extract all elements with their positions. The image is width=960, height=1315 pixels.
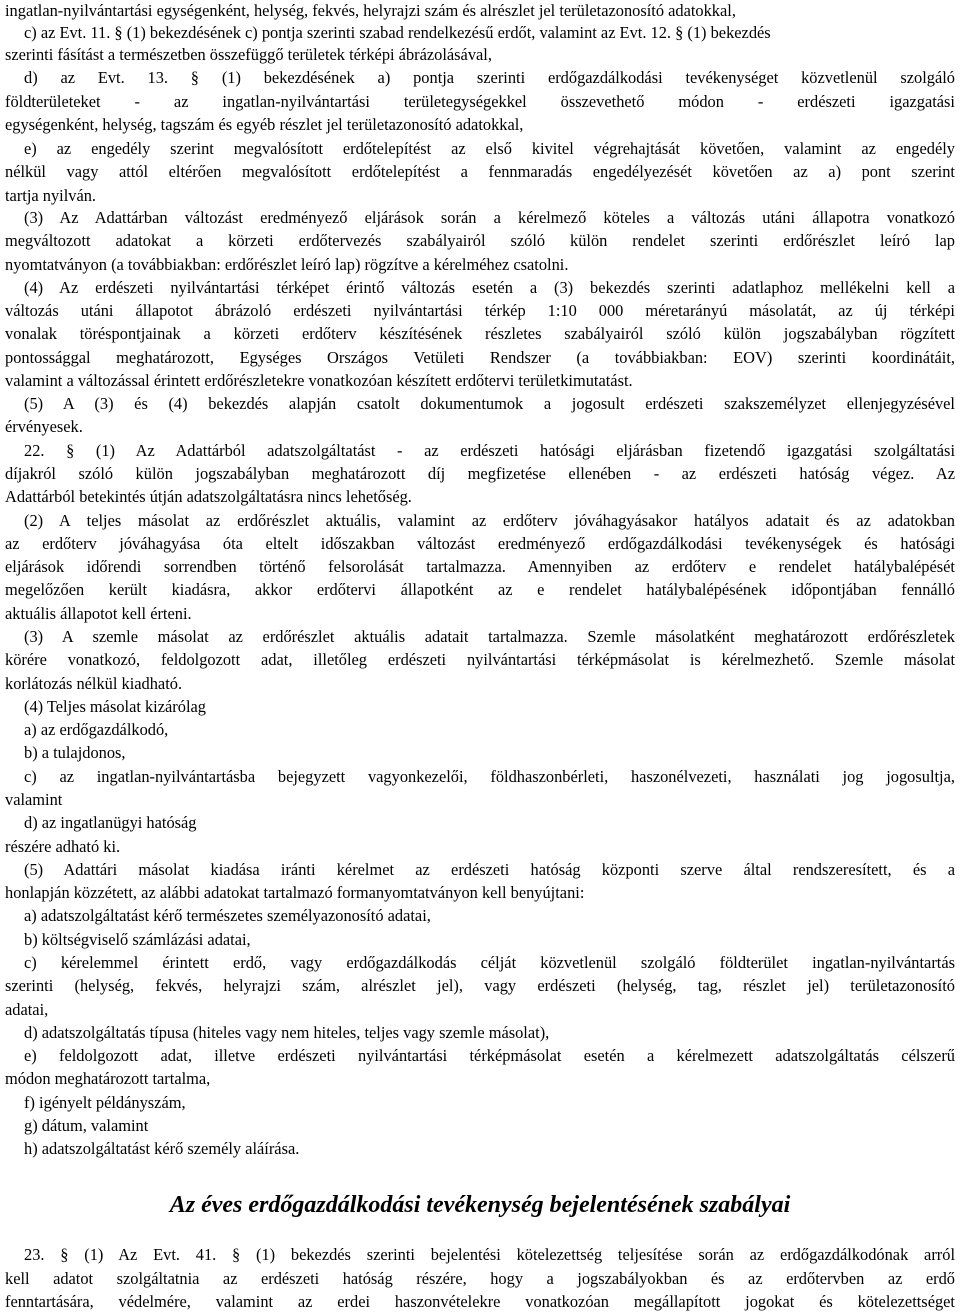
text-line: szerinti fásítást a természetben összefüggő területek térképi ábrázolásával, (5, 45, 492, 64)
text-line: kell adatot szolgáltatnia az erdészeti hatóság részére, hogy a jogszabályokban és az erdőtervben az erdő (5, 1269, 955, 1288)
text-line: c) az Evt. 11. § (1) bekezdésének c) pontja szerinti szabad rendelkezésű erdőt, valamint az Evt. 12. § (1) bekezdés (24, 23, 771, 42)
text-line: e) az engedély szerint megvalósított erdőtelepítést az első kivitel végrehajtását követően, valamint az engedély (24, 139, 955, 158)
text-line: korlátozás nélkül kiadható. (5, 674, 183, 693)
text-line: körére vonatkozó, feldolgozott adat, illetőleg erdészeti nyilvántartási térképmásolat is kérelmezhető. Szemle másolat (5, 650, 955, 669)
text-line: valamint (5, 790, 63, 809)
text-line: változás utáni állapotot ábrázoló erdészeti nyilvántartási térkép 1:10 000 méretarányú másolatát, az új térképi (5, 301, 955, 320)
text-line: a) az erdőgazdálkodó, (24, 720, 169, 739)
text-line: adatai, (5, 1000, 49, 1019)
text-line: vonalak töréspontjainak a körzeti erdőterv készítésének részletes szabályairól szóló külön jogszabályban rögzített (5, 324, 955, 343)
text-line: megelőzően került kiadásra, akkor erdőtervi állapotként az e rendelet hatálybalépésének időpontjában fennálló (5, 580, 955, 599)
text-line: g) dátum, valamint (24, 1116, 149, 1135)
text-line: szerinti (helység, fekvés, helyrajzi szám, alrészlet jel), vagy erdészeti (helység, tag, részlet jel) területazonosító (5, 976, 955, 995)
text-line: díjakról szóló külön jogszabályban meghatározott díj megfizetése ellenében - az erdészeti hatóság végez. Az (5, 464, 955, 483)
text-line: pontossággal meghatározott, Egységes Országos Vetületi Rendszer (a továbbiakban: EOV) szerinti koordinátáit, (5, 348, 955, 367)
text-line: (3) Az Adattárban változást eredményező eljárások során a kérelmező köteles a változás utáni állapotra vonatkozó (24, 208, 955, 227)
text-line: (2) A teljes másolat az erdőrészlet aktuális, valamint az erdőterv jóváhagyásakor hatályos adatait és az adatokban (24, 511, 955, 530)
text-line: eljárások időrendi sorrendben történő felsorolását tartalmazza. Amennyiben az erdőterv e rendelet hatálybalépését (5, 557, 955, 576)
text-line: 22. § (1) Az Adattárból adatszolgáltatást - az erdészeti hatósági eljárásban fizetendő igazgatási szolgáltatási (24, 441, 955, 460)
text-line: h) adatszolgáltatást kérő személy aláírása. (24, 1139, 300, 1158)
section-heading: Az éves erdőgazdálkodási tevékenység bejelentésének szabályai (169, 1192, 791, 1218)
text-line: c) kérelemmel érintett erdő, vagy erdőgazdálkodás célját közvetlenül szolgáló földterület ingatlan-nyilvántartás (24, 953, 955, 972)
text-line: b) a tulajdonos, (24, 743, 126, 762)
text-line: módon meghatározott tartalma, (5, 1069, 211, 1088)
text-line: e) feldolgozott adat, illetve erdészeti nyilvántartási térképmásolat esetén a kérelmezett adatszolgáltatás célszerű (24, 1046, 955, 1065)
text-line: földterületeket - az ingatlan-nyilvántartási területegységekkel összevethető módon - erdészeti igazgatási (5, 92, 955, 111)
text-line: nyomtatványon (a továbbiakban: erdőrészlet leíró lap) rögzítve a kérelméhez csatolni. (5, 255, 569, 274)
text-line: aktuális állapotot kell érteni. (5, 604, 192, 623)
text-line: az erdőterv jóváhagyása óta eltelt időszakban változást eredményező erdőgazdálkodási tevékenységek és hatósági (5, 534, 955, 553)
text-line: Adattárból betekintés útján adatszolgáltatásra nincs lehetőség. (5, 487, 412, 506)
text-line: (5) A (3) és (4) bekezdés alapján csatolt dokumentumok a jogosult erdészeti szakszemélyzet ellenjegyzésével (24, 394, 955, 413)
text-line: (4) Teljes másolat kizárólag (24, 697, 206, 716)
text-line: (4) Az erdészeti nyilvántartási térképet érintő változás esetén a (3) bekezdés szerinti adatlaphoz mellékelni kell a (24, 278, 955, 297)
text-line: tartja nyilván. (5, 186, 97, 205)
text-line: c) az ingatlan-nyilvántartásba bejegyzett vagyonkezelői, földhaszonbérleti, haszonélvezeti, használati jog jogosultja, (24, 767, 955, 786)
text-line: egységenként, helység, tagszám és egyéb részlet jel területazonosító adatokkal, (5, 115, 524, 134)
text-line: d) az Evt. 13. § (1) bekezdésének a) pontja szerinti erdőgazdálkodási tevékenységet közvetlenül szolgáló (24, 68, 955, 87)
text-line: érvényesek. (5, 417, 83, 436)
text-line: fenntartására, védelmére, valamint az erdei haszonvételekre vonatkozóan megállapított jogokat és kötelezettséget (5, 1292, 955, 1311)
text-line: részére adható ki. (5, 837, 121, 856)
text-line: 23. § (1) Az Evt. 41. § (1) bekezdés szerinti bejelentési kötelezettség teljesítése során az erdőgazdálkodónak arról (24, 1245, 955, 1264)
text-line: (3) A szemle másolat az erdőrészlet aktuális adatait tartalmazza. Szemle másolatként meghatározott erdőrészletek (24, 627, 955, 646)
text-line: a) adatszolgáltatást kérő természetes személyazonosító adatai, (24, 906, 431, 925)
text-line: d) az ingatlanügyi hatóság (24, 813, 197, 832)
text-line: b) költségviselő számlázási adatai, (24, 930, 251, 949)
text-line: megváltozott adatokat a körzeti erdőtervezés szabályairól szóló külön rendelet szerinti erdőrészlet leíró lap (5, 231, 955, 250)
text-line: (5) Adattári másolat kiadása iránti kérelmet az erdészeti hatóság központi szerve által rendszeresített, és a (24, 860, 955, 879)
text-line: valamint a változással érintett erdőrészletekre vonatkozóan készített erdőtervi területkimutatást. (5, 371, 633, 390)
text-line: ingatlan-nyilvántartási egységenként, helység, fekvés, helyrajzi szám és alrészlet jel területazonosító adatokkal, (5, 1, 736, 20)
text-line: honlapján közzétett, az alábbi adatokat tartalmazó formanyomtatványon kell benyújtani: (5, 883, 585, 902)
text-line: d) adatszolgáltatás típusa (hiteles vagy nem hiteles, teljes vagy szemle másolat), (24, 1023, 550, 1042)
text-line: nélkül vagy attól eltérően megvalósított erdőtelepítést a fennmaradás engedélyezését követően az a) pont szerint (5, 162, 955, 181)
text-line: f) igényelt példányszám, (24, 1093, 186, 1112)
